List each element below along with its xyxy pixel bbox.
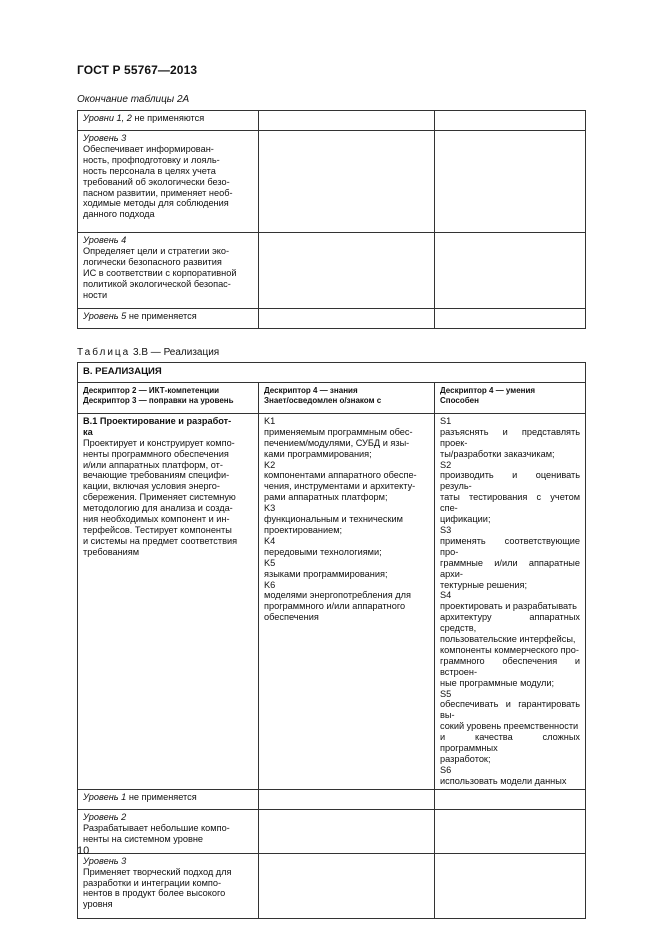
level-text: не применяются	[134, 113, 205, 123]
table-2a-caption: Окончание таблицы 2А	[77, 94, 190, 105]
skill-line: обеспечивать и гарантировать вы-	[440, 699, 581, 721]
title-line: ка	[83, 426, 93, 437]
knowledge-line: передовыми технологиями;	[264, 546, 382, 557]
level-label: Уровень 1	[83, 791, 127, 802]
desc-line: и/или аппаратных платформ, от-	[83, 459, 223, 470]
title-line: В.1 Проектирование и разработ-	[83, 415, 232, 426]
knowledge-line: моделями энергопотребления для	[264, 590, 411, 601]
level-label: Уровень 3	[83, 855, 127, 866]
skill-line: S2	[440, 459, 452, 470]
level-cell	[78, 131, 259, 233]
desc-line: Проектирует и конструирует компо-	[83, 437, 235, 448]
empty-cell	[259, 111, 435, 131]
skill-line: применять соответствующие про-	[440, 535, 581, 557]
column-header-skills	[435, 382, 586, 413]
skill-line: таты тестирования с учетом спе-	[440, 492, 581, 514]
level-cell	[78, 309, 259, 329]
knowledge-line: чения, инструментами и архитекту-	[264, 481, 416, 492]
column-header-knowledge	[259, 382, 435, 413]
level-text-line: политикой экологической безопас-	[83, 278, 231, 289]
knowledge-line: рами аппаратных платформ;	[264, 492, 388, 503]
desc-line: сбережения. Применяет системную	[83, 492, 236, 503]
empty-cell	[259, 809, 435, 853]
knowledge-line: K5	[264, 557, 276, 568]
table-2a	[77, 110, 586, 329]
level-text-line: ность персонала в целях учета	[83, 165, 216, 176]
desc-line: и системы на предмет соответствия	[83, 535, 238, 546]
header-line: Дескриптор 2 — ИКТ-компетенции	[83, 385, 220, 395]
table-header-row	[78, 382, 586, 413]
level-text-line: данного подхода	[83, 209, 155, 220]
level-label: Уровень 4	[83, 235, 127, 245]
level-cell	[78, 233, 259, 309]
knowledge-line: K3	[264, 503, 276, 514]
level-cell	[78, 853, 259, 918]
skill-line: ные программные модули;	[440, 677, 555, 688]
skill-line: граммного обеспечения и встроен-	[440, 655, 581, 677]
knowledge-line: K2	[264, 459, 276, 470]
empty-cell	[435, 233, 586, 309]
skills-cell	[435, 413, 586, 789]
skill-line: цификации;	[440, 514, 491, 525]
knowledge-line: языками программирования;	[264, 568, 388, 579]
skill-line: архитектуру аппаратных средств,	[440, 612, 581, 634]
desc-line: требованиям	[83, 546, 140, 557]
desc-line: ния необходимых компонент и ин-	[83, 514, 230, 525]
skill-line: S1	[440, 415, 452, 426]
empty-cell	[435, 789, 586, 809]
empty-cell	[435, 131, 586, 233]
skill-line: пользовательские интерфейсы,	[440, 634, 576, 645]
empty-cell	[259, 853, 435, 918]
knowledge-line: K1	[264, 415, 276, 426]
empty-cell	[435, 853, 586, 918]
competence-cell	[78, 413, 259, 789]
table-row	[78, 111, 586, 131]
table-row	[78, 309, 586, 329]
level-label: Уровень 2	[83, 811, 127, 822]
level-text-line: ность, профподготовку и лояль-	[83, 154, 220, 165]
table-row	[78, 789, 586, 809]
header-line: Знает/осведомлен о/знаком с	[264, 395, 382, 405]
knowledge-line: применяемым программным обес-	[264, 426, 413, 437]
knowledge-line: K4	[264, 535, 276, 546]
level-text-line: нентов в продукт более высокого	[83, 888, 226, 899]
level-text-line: пасном развитии, применяет необ-	[83, 187, 233, 198]
table-3b	[77, 362, 586, 919]
desc-line: методологию для анализа и созда-	[83, 503, 233, 514]
table-row	[78, 233, 586, 309]
knowledge-cell	[259, 413, 435, 789]
skill-line: граммные и/или аппаратные архи-	[440, 557, 581, 579]
desc-line: кации, включая условия энерго-	[83, 481, 220, 492]
level-text-line: ИС в соответствии с корпоративной	[83, 267, 237, 278]
desc-line: ненты программного обеспечения	[83, 448, 229, 459]
desc-line: терфейсов. Тестирует компоненты	[83, 524, 232, 535]
skill-line: и качества сложных программных	[440, 732, 581, 754]
skill-line: производить и оценивать резуль-	[440, 470, 581, 492]
level-text-line: Обеспечивает информирован-	[83, 143, 214, 154]
section-title: В. РЕАЛИЗАЦИЯ	[78, 363, 586, 383]
level-cell	[78, 809, 259, 853]
skill-line: ты/разработки заказчикам;	[440, 448, 555, 459]
empty-cell	[259, 789, 435, 809]
skill-line: S6	[440, 764, 452, 775]
skill-line: сокий уровень преемственности	[440, 721, 579, 732]
knowledge-line: программного и/или аппаратного	[264, 601, 406, 612]
empty-cell	[435, 309, 586, 329]
competence-description	[83, 438, 253, 558]
header-line: Способен	[440, 395, 479, 405]
table-row	[78, 363, 586, 383]
skill-line: S5	[440, 688, 452, 699]
level-label: Уровни 1, 2	[83, 113, 132, 123]
table-row	[78, 853, 586, 918]
level-text-line: разработки и интеграции компо-	[83, 877, 222, 888]
level-text-line: ненты на системном уровне	[83, 833, 204, 844]
skill-line: S4	[440, 590, 452, 601]
level-text-line: ходимые методы для соблюдения	[83, 198, 229, 209]
knowledge-line: печением/модулями, СУБД и язы-	[264, 437, 410, 448]
empty-cell	[435, 111, 586, 131]
level-text-line: ности	[83, 289, 108, 300]
level-cell	[78, 789, 259, 809]
empty-cell	[259, 131, 435, 233]
table-3b-caption	[77, 347, 219, 358]
table-row	[78, 131, 586, 233]
level-text: не применяется	[128, 791, 197, 802]
skill-line: S3	[440, 524, 452, 535]
table-row	[78, 413, 586, 789]
knowledge-line: K6	[264, 579, 276, 590]
knowledge-line: ками программирования;	[264, 448, 372, 459]
level-label: Уровень 3	[83, 133, 127, 143]
empty-cell	[259, 233, 435, 309]
caption-rest: 3.В — Реализация	[133, 347, 220, 358]
header-line: Дескриптор 4 — знания	[264, 385, 358, 395]
caption-spaced-word: Таблица	[77, 347, 131, 358]
level-text-line: логически безопасного развития	[83, 256, 222, 267]
table-row	[78, 809, 586, 853]
skill-line: использовать модели данных	[440, 775, 567, 786]
level-text-line: Применяет творческий подход для	[83, 866, 232, 877]
desc-line: вечающие требованиям специфи-	[83, 470, 230, 481]
level-label: Уровень 5	[83, 311, 127, 321]
empty-cell	[259, 309, 435, 329]
header-line: Дескриптор 4 — умения	[440, 385, 536, 395]
level-text-line: уровня	[83, 899, 113, 910]
skill-line: компоненты коммерческого про-	[440, 644, 579, 655]
document-code: ГОСТ Р 55767—2013	[77, 63, 198, 77]
level-text-line: Разрабатывает небольшие компо-	[83, 822, 230, 833]
column-header-descriptor-2-3	[78, 382, 259, 413]
header-line: Дескриптор 3 — поправки на уровень	[83, 395, 234, 405]
skill-line: разъяснять и представлять проек-	[440, 426, 581, 448]
knowledge-line: проектированием;	[264, 524, 343, 535]
empty-cell	[435, 809, 586, 853]
skill-line: проектировать и разрабатывать	[440, 601, 577, 612]
competence-title	[83, 416, 253, 438]
knowledge-line: обеспечения	[264, 612, 319, 623]
page-number: 10	[77, 845, 90, 857]
skill-line: тектурные решения;	[440, 579, 528, 590]
skill-line: разработок;	[440, 754, 491, 764]
level-cell	[78, 111, 259, 131]
knowledge-line: компонентами аппаратного обеспе-	[264, 470, 417, 481]
level-text-line: Определяет цели и стратегии эко-	[83, 245, 230, 256]
knowledge-line: функциональным и техническим	[264, 514, 403, 525]
level-text: не применяется	[128, 311, 197, 321]
level-text-line: требований об экологически безо-	[83, 176, 230, 187]
